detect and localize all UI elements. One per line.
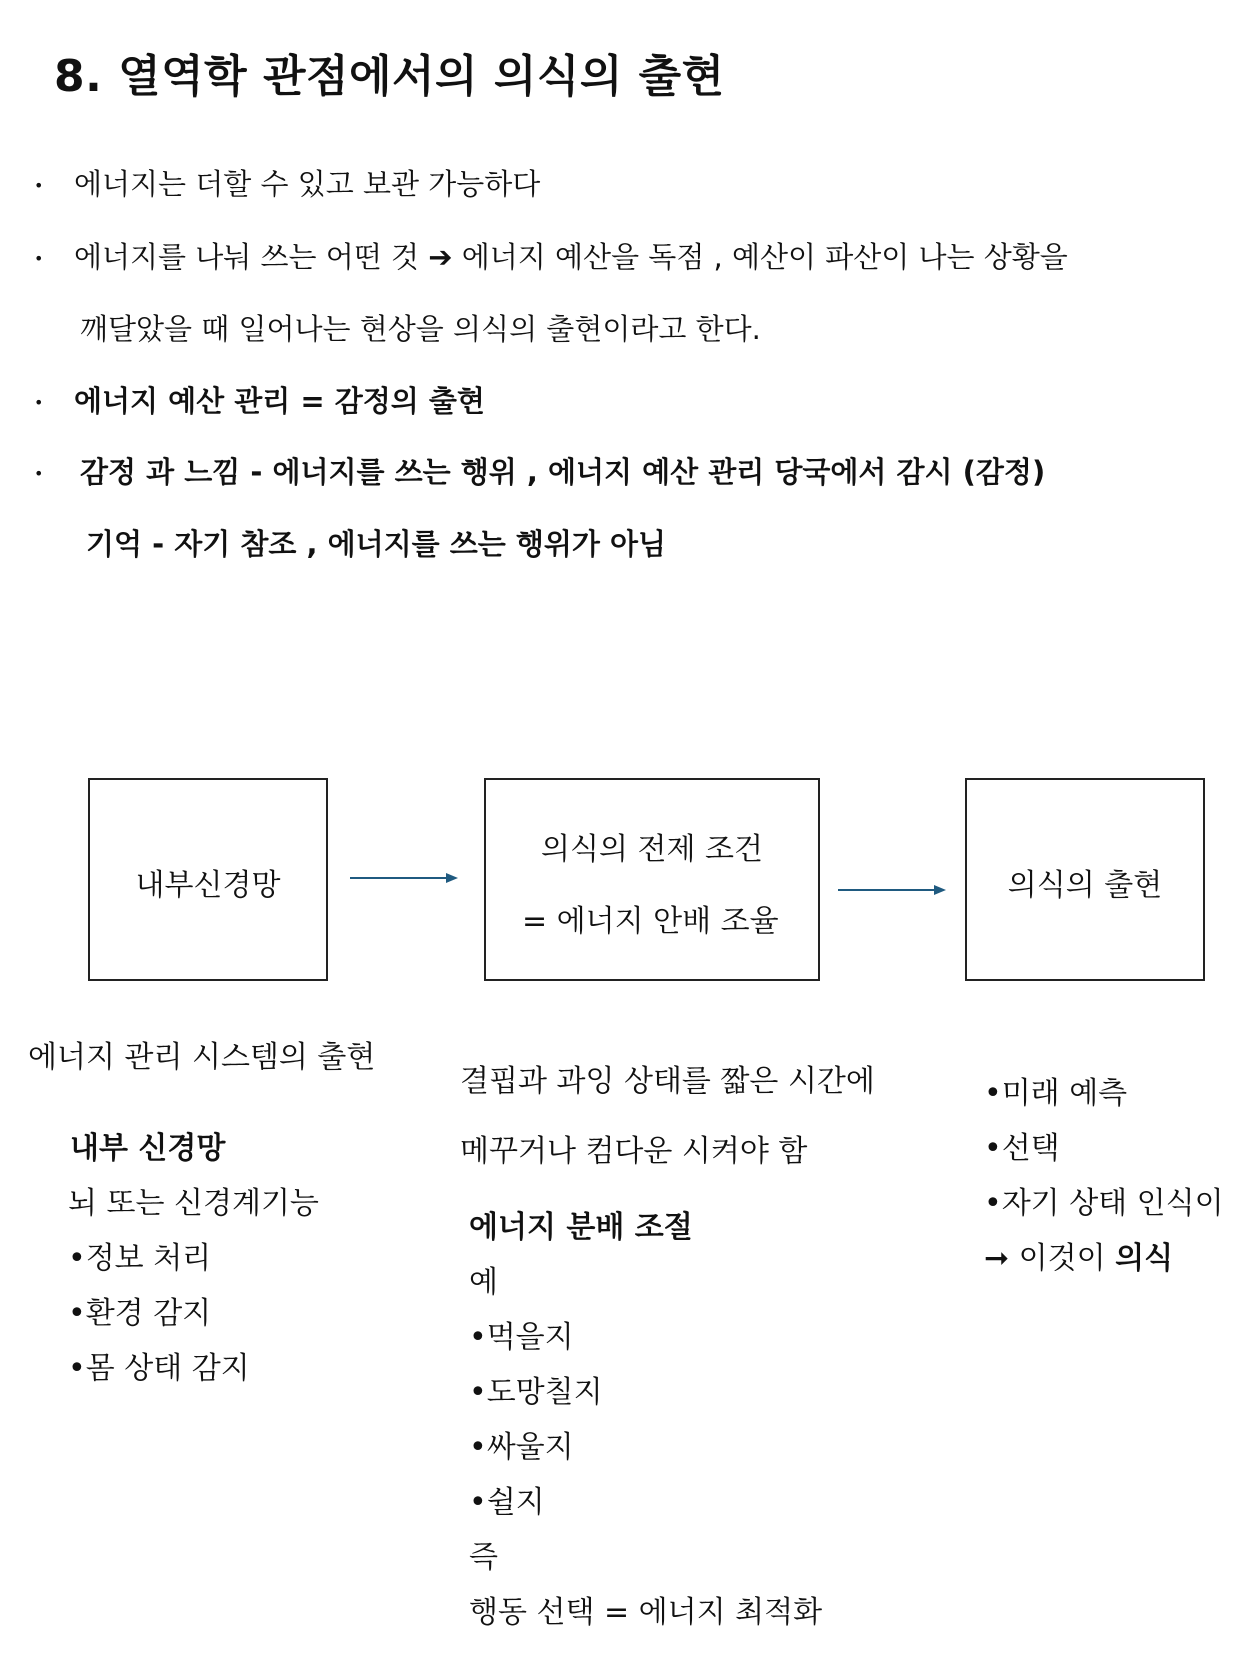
middle-so-label: 즉 — [469, 1540, 498, 1575]
left-description: 뇌 또는 신경계기능 — [68, 1186, 319, 1221]
bullet-marker: • — [34, 393, 44, 412]
bullet-2-continuation: 깨달았을 때 일어나는 현상을 의식의 출현이라고 한다. — [80, 312, 761, 346]
flow-arrow-icon — [348, 868, 460, 888]
list-item: •몸 상태 감지 — [68, 1351, 250, 1386]
box-precondition-line1: 의식의 전제 조건 — [541, 832, 763, 867]
bullet-4-continuation: 기억 - 자기 참조 , 에너지를 쓰는 행위가 아님 — [86, 527, 667, 561]
box-emergence — [965, 778, 1205, 981]
list-item: •도망칠지 — [469, 1375, 603, 1410]
flow-arrow-icon — [836, 880, 948, 900]
middle-line-1: 결핍과 과잉 상태를 짧은 시간에 — [460, 1064, 875, 1099]
box-internal-network-label: 내부신경망 — [135, 868, 281, 903]
bullet-2-part2: 에너지 예산을 독점 , 예산이 파산이 나는 상황을 — [461, 240, 1068, 274]
box-precondition-line2: = 에너지 안배 조율 — [522, 904, 779, 939]
bullet-2-part1: 에너지를 나눠 쓰는 어떤 것 — [74, 240, 420, 274]
list-item: •정보 처리 — [68, 1241, 212, 1276]
right-arrow-icon: ➔ — [428, 240, 453, 274]
bullet-marker: • — [34, 249, 44, 268]
list-item: •쉴지 — [469, 1485, 545, 1520]
list-item: •선택 — [984, 1131, 1060, 1166]
page-title: 8. 열역학 관점에서의 의식의 출현 — [54, 51, 725, 102]
middle-line-2: 메꾸거나 컴다운 시켜야 함 — [460, 1134, 808, 1169]
left-heading: 에너지 관리 시스템의 출현 — [28, 1040, 376, 1075]
box-internal-network — [88, 778, 328, 981]
list-item: •환경 감지 — [68, 1296, 212, 1331]
right-conclusion-prefix: ➞ 이것이 — [984, 1241, 1116, 1276]
list-item: •먹을지 — [469, 1320, 574, 1355]
bullet-3: 에너지 예산 관리 = 감정의 출현 — [74, 384, 485, 418]
bullet-marker: • — [34, 176, 44, 195]
box-emergence-label: 의식의 출현 — [1007, 868, 1163, 903]
list-item: •미래 예측 — [984, 1076, 1128, 1111]
bullet-2 — [74, 235, 1068, 276]
middle-example-label: 예 — [469, 1265, 498, 1300]
bullet-4: 감정 과 느낌 - 에너지를 쓰는 행위 , 에너지 예산 관리 당국에서 감시 (감정) — [80, 455, 1046, 489]
box-precondition — [484, 778, 820, 981]
right-conclusion — [984, 1233, 1173, 1277]
list-item: •싸울지 — [469, 1430, 574, 1465]
list-item: •자기 상태 인식이 — [984, 1186, 1224, 1221]
bullet-marker: • — [34, 464, 44, 483]
bullet-1: 에너지는 더할 수 있고 보관 가능하다 — [74, 167, 541, 201]
left-subheading: 내부 신경망 — [70, 1131, 226, 1166]
middle-conclusion: 행동 선택 = 에너지 최적화 — [469, 1595, 823, 1630]
middle-subheading: 에너지 분배 조절 — [469, 1210, 693, 1245]
right-conclusion-emphasis: 의식 — [1115, 1241, 1174, 1276]
